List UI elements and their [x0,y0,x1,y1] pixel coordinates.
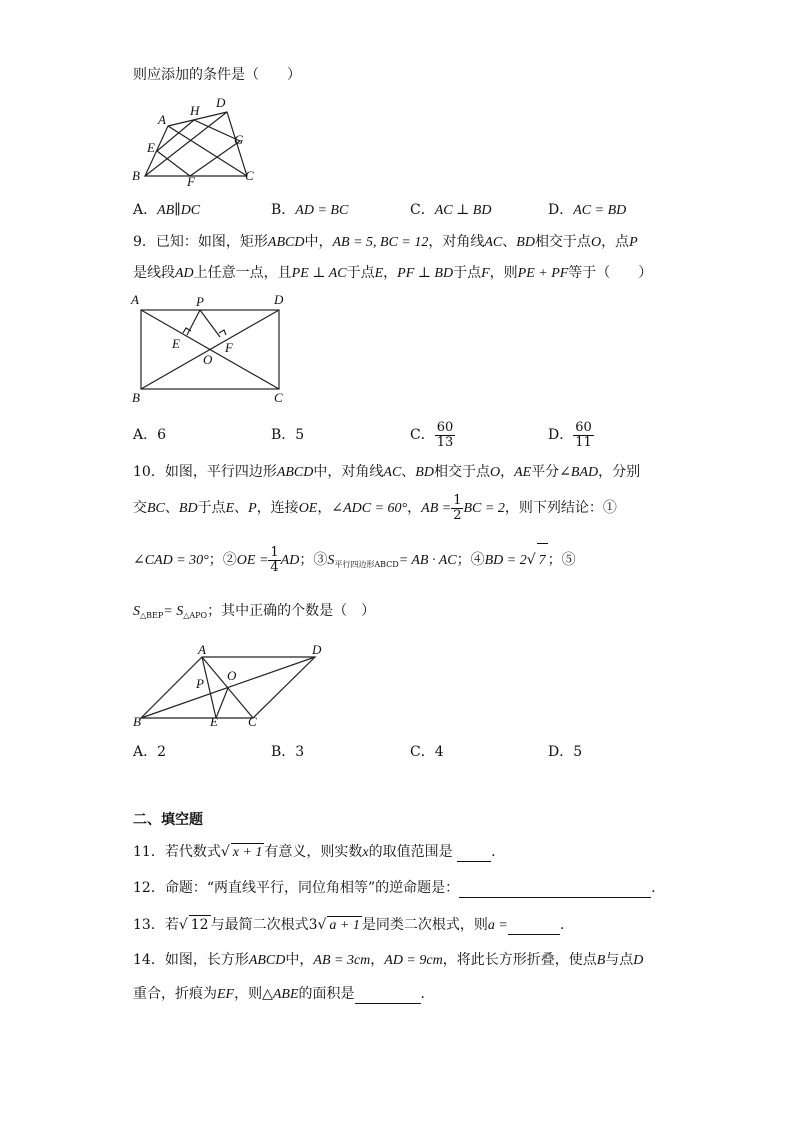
q10-line1: 10．如图，平行四边形ABCD中，对角线AC、BD相交于点O，AE平分∠BAD，分别 [133,464,641,480]
q9-segment-pe [187,310,200,335]
q9-label-a: A [131,292,139,307]
q10-half-fraction: $\frac{1}{2}$ [453,492,462,523]
section-title-fill-in: 二、填空题 [133,812,203,828]
q14-line2: 重合，折痕为EF，则△ABE的面积是 . [133,986,425,1002]
q8-stem: 则应添加的条件是（ ） [133,67,301,83]
q14-line1: 14．如图，长方形ABCD中，AB = 3cm，AD = 9cm，将此长方形折叠，使点B与点D [133,952,644,968]
q8-option-c[interactable]: C．AC ⊥ BD [410,202,492,218]
q10-label-e: E [210,714,218,729]
q11-answer-blank[interactable] [457,843,491,862]
q8-figure [130,96,260,188]
q11: 11．若代数式√ x + 1 有意义，则实数x的取值范围是 . [133,844,496,860]
q9-label-c: C [274,390,283,405]
q9-figure [130,292,300,410]
q10-option-a[interactable]: A．2 [133,744,167,760]
q9-label-e: E [172,336,180,351]
q9-option-b[interactable]: B．5 [271,427,305,443]
q10-option-d[interactable]: D．5 [548,744,583,760]
q9-option-c[interactable]: C． $\frac{60}{13}$ [410,419,454,450]
q9-label-b: B [132,390,140,405]
q8-label-g: G [234,132,244,147]
q12: 12．命题：“两直线平行，同位角相等”的逆命题是： . [133,880,656,896]
q10-option-c[interactable]: C．4 [410,744,444,760]
q9-option-a[interactable]: A．6 [133,427,167,443]
q8-label-a: A [158,112,166,127]
q10-label-p: P [196,676,204,691]
q9-option-c-fraction: $\frac{60}{13}$ [436,419,454,450]
q10-quarter-fraction: $\frac{1}{4}$ [270,544,279,575]
q8-label-h: H [190,103,200,118]
q8-label-c: C [245,168,254,183]
q9-option-d[interactable]: D． $\frac{60}{11}$ [548,419,592,450]
q10-line2: 交BC、BD于点E、P，连接OE，∠ADC = 60°，AB = $\frac{1}{2}$ BC = 2，则下列结论：① [133,492,617,523]
q9-option-d-fraction: $\frac{60}{11}$ [575,419,592,450]
q12-answer-blank[interactable] [459,879,651,898]
q8-option-d[interactable]: D．AC = BD [548,202,627,218]
q8-label-d: D [216,95,226,110]
q8-option-b[interactable]: B．AD = BC [271,202,349,218]
q10-label-d: D [312,642,322,657]
q9-right-angle-f [219,330,226,335]
q10-line4: $S_{\triangle BEP}= S_{\triangle APO}$；其中正确的个数是（ ） [133,603,376,620]
q9-label-d: D [274,292,284,307]
q10-diagonal-bd [141,657,315,718]
q9-label-f: F [225,340,233,355]
q8-option-a[interactable]: A．AB∥DC [133,202,201,218]
q10-figure [130,640,330,732]
q10-option-b[interactable]: B．3 [271,744,305,760]
q8-label-e: E [147,140,155,155]
q8-label-f: F [187,174,195,189]
q14-answer-blank[interactable] [355,985,421,1004]
q10-label-c: C [248,714,257,729]
q9-segment-pf [200,310,220,337]
q13: 13．若√ 12 与最简二次根式3√ a + 1 是同类二次根式，则a = . [133,917,565,933]
q9-line1: 9．已知：如图，矩形ABCD中，AB = 5, BC = 12，对角线AC、BD相交于点O，点P [133,234,638,250]
q8-label-b: B [132,168,140,183]
q9-line2: 是线段AD上任意一点，且PE ⊥ AC于点E，PF ⊥ BD于点F，则PE + PF等于（ ） [133,265,653,281]
q10-label-o: O [227,668,237,683]
q8-line-gf [190,141,240,176]
q13-answer-blank[interactable] [508,916,560,935]
q10-line3: ∠CAD = 30°；②OE = $\frac{1}{4}$ AD；$③S_{平行四边形ABCD}=$ AB · AC；④BD = 2√ 7 ；⑤ [133,543,576,582]
q9-label-o: O [203,352,213,367]
q10-label-a: A [198,642,206,657]
q9-label-p: P [196,294,204,309]
q10-label-b: B [133,714,141,729]
